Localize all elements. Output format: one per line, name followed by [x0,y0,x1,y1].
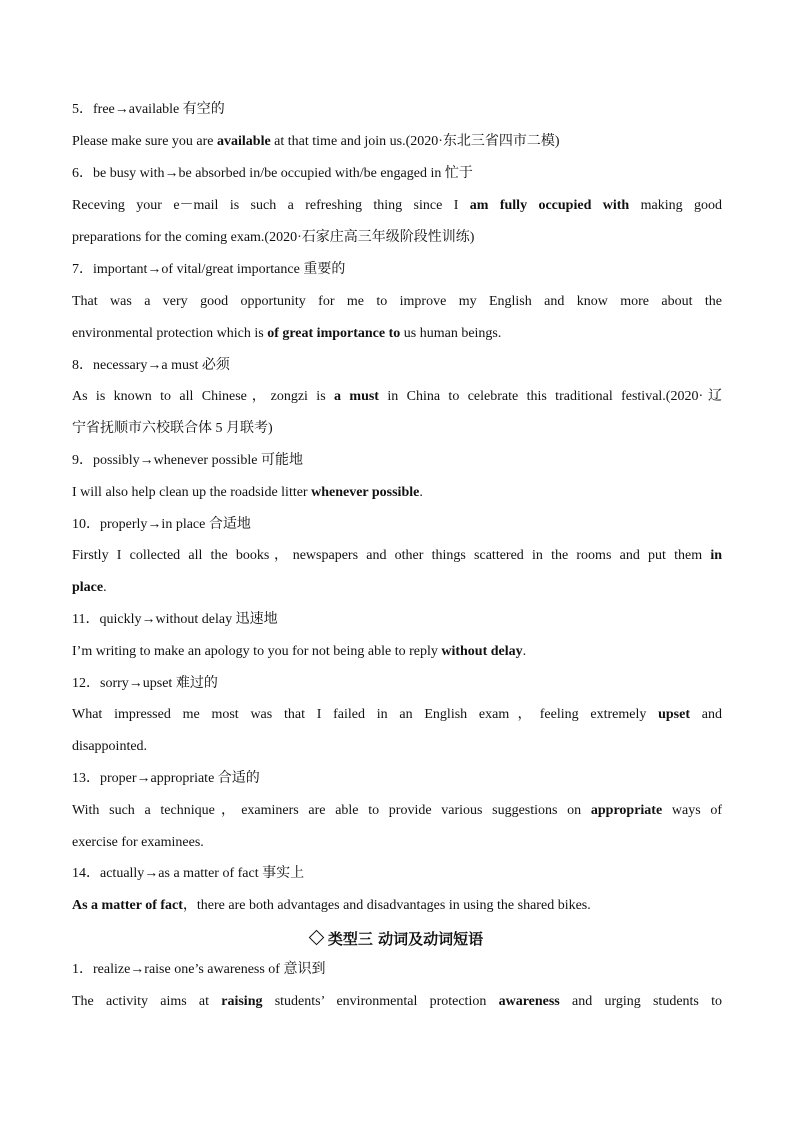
item-5-heading: 5．free→available 有空的 [72,102,225,117]
item-6-example-line-1: Receving your e－mail is such a refreshing thing since I am fully occupied with making good [72,198,722,213]
item-8-example-line-2: 宁省抚顺市六校联合体 5 月联考) [72,421,273,436]
item-12-example-line-1: What impressed me most was that I failed in an English exam，feeling extremely upset and [72,707,722,722]
item-11-example: I’m writing to make an apology to you for not being able to reply without delay. [72,644,527,659]
item-12-heading: 12．sorry→upset 难过的 [72,676,218,691]
section-3-item-1-heading: 1．realize→raise one’s awareness of 意识到 [72,962,326,977]
item-8-heading: 8．necessary→a must 必须 [72,358,230,373]
item-13-example-line-1: With such a technique，examiners are able to provide various suggestions on appropriate ways of [72,803,723,818]
item-6-heading: 6．be busy with→be absorbed in/be occupied with/be engaged in 忙于 [72,166,473,181]
item-6-example-line-2: preparations for the coming exam.(2020·石家庄高三年级阶段性训练) [72,230,475,245]
item-8-example-line-1: As is known to all Chinese，zongzi is a must in China to celebrate this traditional festival.(2020·辽 [72,389,722,404]
item-12-example-line-2: disappointed. [72,739,148,754]
item-7-example-line-2: environmental protection which is of great importance to us human beings. [72,326,502,341]
item-10-example-line-2: place. [72,580,107,595]
item-14-example: As a matter of fact，there are both advantages and disadvantages in using the shared bikes. [72,898,591,913]
item-5-example: Please make sure you are available at that time and join us.(2020·东北三省四市二模) [72,134,560,149]
item-10-heading: 10．properly→in place 合适地 [72,517,251,532]
item-11-heading: 11．quickly→without delay 迅速地 [72,612,278,627]
item-13-heading: 13．proper→appropriate 合适的 [72,771,260,786]
item-7-example-line-1: That was a very good opportunity for me to improve my English and know more about the [72,294,722,309]
item-14-heading: 14．actually→as a matter of fact 事实上 [72,866,305,881]
item-9-example: I will also help clean up the roadside litter whenever possible. [72,485,423,500]
item-10-example-line-1: Firstly I collected all the books，newspapers and other things scattered in the rooms and put them in [72,548,722,563]
section-3-title: 类型三 动词及动词短语 [0,928,794,949]
item-9-heading: 9．possibly→whenever possible 可能地 [72,453,303,468]
section-3-item-1-example: The activity aims at raising students’ environmental protection awareness and urging students to [72,994,723,1009]
item-13-example-line-2: exercise for examinees. [72,835,204,850]
diamond-bullet-icon [309,930,325,946]
item-7-heading: 7．important→of vital/great importance 重要的 [72,262,346,277]
